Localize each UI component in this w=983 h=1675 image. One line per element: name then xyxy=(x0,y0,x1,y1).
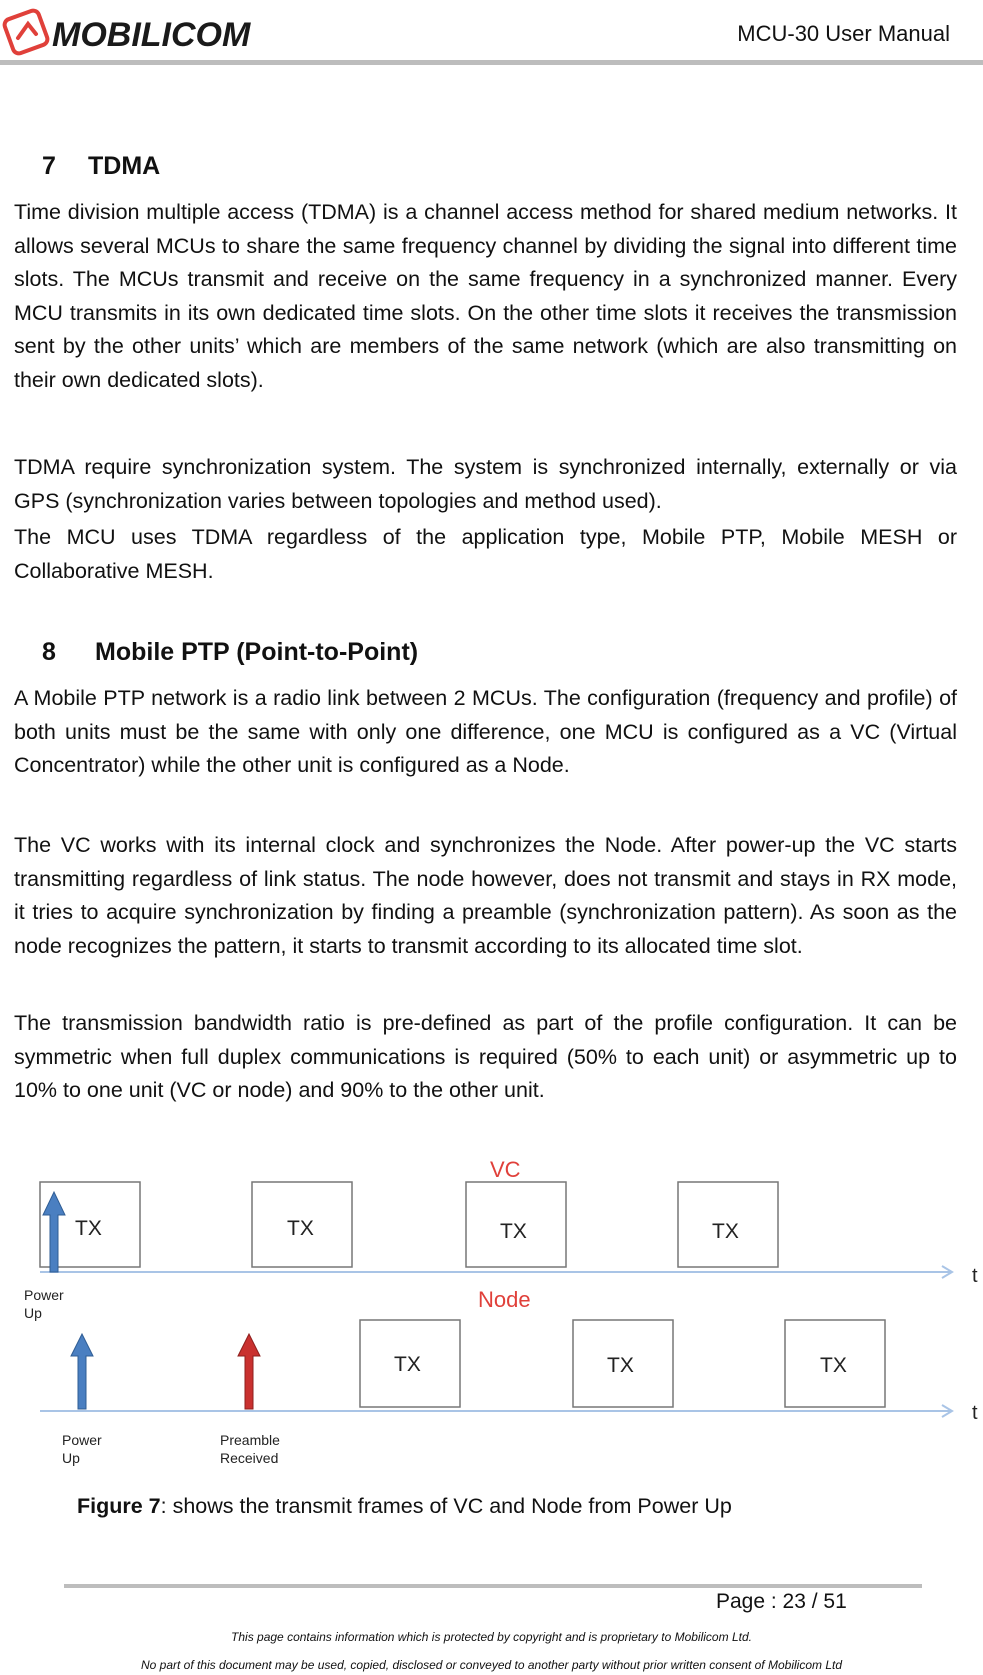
vc-tx-label-1: TX xyxy=(75,1217,102,1240)
node-label: Node xyxy=(478,1287,531,1312)
brand-name: MOBILICOM xyxy=(52,16,251,54)
node-time-label: t xyxy=(972,1402,978,1424)
section-title: TDMA xyxy=(88,152,161,180)
figure-caption-text: : shows the transmit frames of VC and Node from Power Up xyxy=(160,1494,732,1518)
mobilicom-logo xyxy=(2,6,292,58)
section-8-paragraph-1: A Mobile PTP network is a radio link between 2 MCUs. The configuration (frequency and profile) of both units must be the same with only one difference, one MCU is configured as a VC (Virtual Concentrator) while the other unit is configured as a Node. xyxy=(14,686,957,777)
page-number: Page : 23 / 51 xyxy=(716,1590,847,1613)
preamble-label-line1: Preamble xyxy=(220,1432,280,1448)
node-tx-label-3: TX xyxy=(820,1354,847,1377)
tdma-timing-diagram xyxy=(20,1152,983,1482)
vc-time-label: t xyxy=(972,1265,978,1287)
header-divider xyxy=(0,60,983,65)
section-number: 8 xyxy=(42,638,56,666)
section-8-heading xyxy=(42,638,418,667)
section-7-paragraph-3: The MCU uses TDMA regardless of the application type, Mobile PTP, Mobile MESH or Collaborative MESH. xyxy=(14,525,957,583)
node-tx-label-1: TX xyxy=(394,1353,421,1376)
copyright-notice-line-1: This page contains information which is protected by copyright and is proprietary to Mobilicom Ltd. xyxy=(231,1630,752,1644)
section-7-heading xyxy=(42,152,160,181)
node-power-up-label-line1: Power xyxy=(62,1432,102,1448)
vc-power-up-label-line2: Up xyxy=(24,1305,42,1321)
vc-tx-label-3: TX xyxy=(500,1220,527,1243)
section-7-paragraph-1: Time division multiple access (TDMA) is a channel access method for shared medium networks. It allows several MCUs to share the same frequency channel by dividing the signal into different time slots. The MCUs transmit and receive on the same frequency in a synchronized manner. Every MCU transmits in its own dedicated time slots. On the other time slots it receives the transmission sent by the other units’ which are members of the same network (which are also transmitting on their own dedicated slots). xyxy=(14,200,957,392)
vc-tx-label-2: TX xyxy=(287,1217,314,1240)
section-title: Mobile PTP (Point-to-Point) xyxy=(95,638,419,666)
section-8-paragraph-3: The transmission bandwidth ratio is pre-defined as part of the profile configuration. It can be symmetric when full duplex communications is required (50% to each unit) or asymmetric up to 10% to one unit (VC or node) and 90% to the other unit. xyxy=(14,1011,957,1102)
preamble-label-line2: Received xyxy=(220,1450,279,1466)
preamble-received-arrow-icon xyxy=(238,1334,260,1409)
vc-tx-label-4: TX xyxy=(712,1220,739,1243)
logo-mark-icon xyxy=(3,9,49,55)
figure-caption xyxy=(77,1494,732,1519)
node-tx-label-2: TX xyxy=(607,1354,634,1377)
page-header xyxy=(0,0,983,66)
vc-label: VC xyxy=(490,1157,521,1182)
node-power-up-arrow-icon xyxy=(70,1334,93,1409)
copyright-notice-line-2: No part of this document may be used, copied, disclosed or conveyed to another party without prior written consent of Mobilicom Ltd xyxy=(140,1658,843,1672)
figure-caption-label: Figure 7 xyxy=(77,1494,161,1518)
vc-power-up-label-line1: Power xyxy=(24,1287,64,1303)
footer-divider xyxy=(64,1584,922,1588)
node-power-up-label-line2: Up xyxy=(62,1450,80,1466)
section-number: 7 xyxy=(42,152,56,180)
manual-title: MCU-30 User Manual xyxy=(737,21,950,46)
section-8-paragraph-2: The VC works with its internal clock and synchronizes the Node. After power-up the VC starts transmitting regardless of link status. The node however, does not transmit and stays in RX mode, it tries to acquire synchronization by finding a preamble (synchronization pattern). As soon as the node recognizes the pattern, it starts to transmit according to its allocated time slot. xyxy=(14,833,957,958)
section-7-paragraph-2: TDMA require synchronization system. The system is synchronized internally, externally or via GPS (synchronization varies between topologies and method used). xyxy=(14,455,957,513)
